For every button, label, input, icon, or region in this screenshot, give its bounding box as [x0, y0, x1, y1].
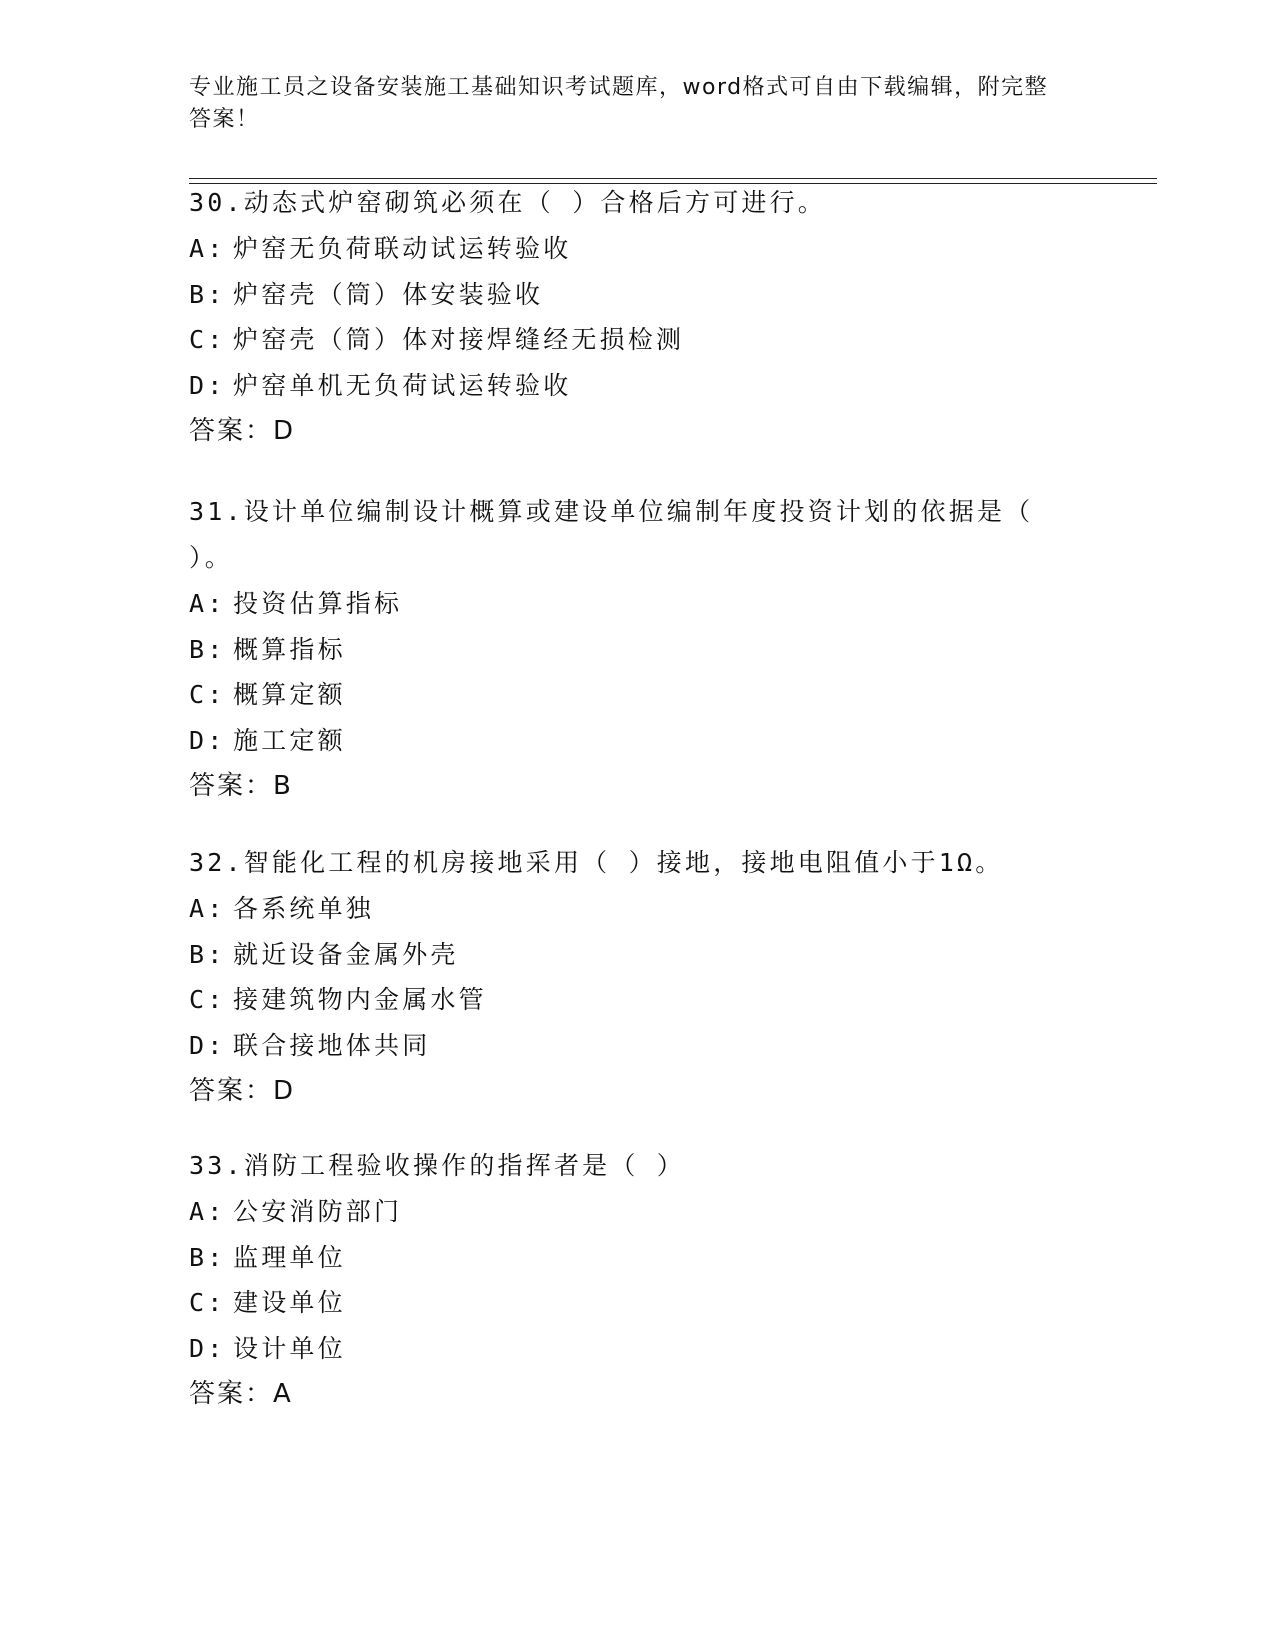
option-text: 概算指标 — [233, 634, 346, 664]
option-letter: C: — [189, 325, 226, 354]
option-d — [189, 363, 1089, 409]
option-text: 投资估算指标 — [233, 589, 403, 618]
answer-value: B — [273, 771, 292, 801]
question-32 — [189, 840, 1089, 1114]
option-text: 建设单位 — [233, 1288, 346, 1317]
answer-value: D — [273, 1076, 295, 1106]
option-a — [189, 581, 1069, 627]
option-text: 炉窑单机无负荷试运转验收 — [233, 370, 572, 400]
option-text: 公安消防部门 — [233, 1197, 403, 1226]
option-b — [189, 627, 1069, 673]
answer-label: 答案： — [189, 771, 274, 801]
option-a — [189, 1189, 1089, 1235]
option-letter: D: — [189, 1030, 226, 1060]
option-c — [189, 672, 1069, 718]
question-stem: 30.动态式炉窑砌筑必须在（ ）合格后方可进行。 — [189, 188, 827, 217]
option-letter: A: — [189, 589, 226, 618]
answer-line — [189, 763, 1069, 809]
option-text: 联合接地体共同 — [233, 1030, 431, 1060]
option-text: 炉窑壳（筒）体对接焊缝经无损检测 — [233, 325, 685, 354]
question-stem: 31.设计单位编制设计概算或建设单位编制年度投资计划的依据是（ ）。 — [189, 497, 1034, 572]
question-30 — [189, 180, 1089, 454]
question-33 — [189, 1143, 1089, 1417]
option-b — [189, 272, 1089, 318]
answer-line — [189, 1371, 1089, 1417]
option-text: 炉窑无负荷联动试运转验收 — [233, 234, 572, 263]
option-b — [189, 932, 1089, 978]
option-letter: D: — [189, 1333, 226, 1363]
option-letter: C: — [189, 680, 226, 709]
option-text: 施工定额 — [233, 725, 346, 755]
question-stem: 33.消防工程验收操作的指挥者是（ ） — [189, 1151, 686, 1180]
option-text: 炉窑壳（筒）体安装验收 — [233, 279, 544, 309]
question-stem: 32.智能化工程的机房接地采用（ ）接地，接地电阻值小于1Ω。 — [189, 848, 1004, 877]
option-b — [189, 1235, 1089, 1281]
answer-value: D — [273, 416, 295, 446]
option-c — [189, 317, 1089, 363]
option-c — [189, 1280, 1089, 1326]
answer-label: 答案： — [189, 416, 274, 446]
option-letter: B: — [189, 1242, 226, 1272]
option-letter: C: — [189, 1288, 226, 1317]
option-text: 概算定额 — [233, 680, 346, 709]
option-text: 各系统单独 — [233, 894, 375, 923]
option-letter: A: — [189, 1197, 226, 1226]
option-d — [189, 1023, 1089, 1069]
header-divider-top — [189, 178, 1157, 179]
answer-value: A — [273, 1379, 292, 1409]
option-d — [189, 718, 1069, 764]
answer-label: 答案： — [189, 1379, 274, 1409]
option-d — [189, 1326, 1089, 1372]
document-header: 专业施工员之设备安装施工基础知识考试题库，word格式可自由下载编辑，附完整答案！ — [189, 75, 1049, 132]
option-text: 就近设备金属外壳 — [233, 939, 459, 969]
option-text: 监理单位 — [233, 1242, 346, 1272]
answer-line — [189, 1068, 1089, 1114]
option-c — [189, 977, 1089, 1023]
option-letter: A: — [189, 234, 226, 263]
option-letter: A: — [189, 894, 226, 923]
option-letter: D: — [189, 370, 226, 400]
option-text: 接建筑物内金属水管 — [233, 985, 487, 1014]
option-letter: D: — [189, 725, 226, 755]
option-text: 设计单位 — [233, 1333, 346, 1363]
option-letter: B: — [189, 279, 226, 309]
option-letter: B: — [189, 939, 226, 969]
answer-line — [189, 408, 1089, 454]
option-a — [189, 226, 1089, 272]
option-letter: C: — [189, 985, 226, 1014]
answer-label: 答案： — [189, 1076, 274, 1106]
option-a — [189, 886, 1089, 932]
option-letter: B: — [189, 634, 226, 664]
question-31 — [189, 489, 1069, 809]
